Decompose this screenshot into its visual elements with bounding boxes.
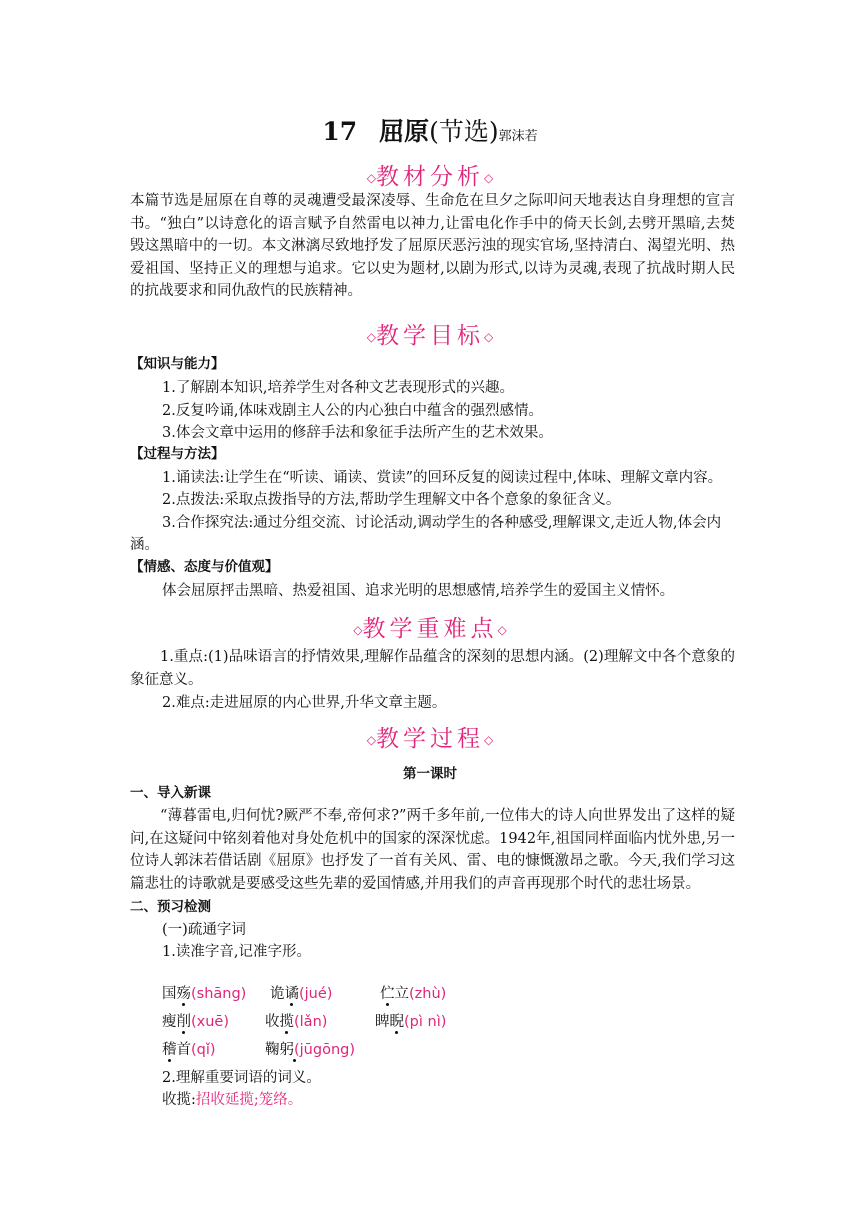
step1-heading: 一、导入新课 <box>130 785 211 801</box>
pinyin: (pì nì) <box>404 1014 447 1030</box>
pinyin: (shāng) <box>191 986 247 1002</box>
vocab-word: 国殇(shāng) <box>162 986 247 1002</box>
lesson-period: 第一课时 <box>403 766 457 782</box>
method-item-3-cont: 涵。 <box>130 537 159 553</box>
diamond-icon: ◇ <box>353 623 363 637</box>
lesson-number: 17 <box>322 117 358 146</box>
vocab-word: 稽首(qǐ) <box>162 1042 216 1058</box>
method-item-1: 1.诵读法:让学生在“听读、诵读、赏读”的回环反复的阅读过程中,体味、理解文章内容。 <box>162 470 723 486</box>
key-point-2: 2.难点:走进屈原的内心世界,升华文章主题。 <box>162 695 447 711</box>
method-item-3: 3.合作探究法:通过分组交流、讨论活动,调动学生的各种感受,理解课文,走近人物,体会内 <box>162 515 722 531</box>
vocab-word: 鞠躬(jūgōng) <box>265 1042 356 1058</box>
vocab-word: 瘦削(xuē) <box>162 1014 230 1030</box>
lesson-name: 屈原 <box>379 117 430 146</box>
pinyin: (qǐ) <box>191 1042 216 1058</box>
diamond-icon: ◇ <box>484 171 494 185</box>
vocab-word: 收揽(lǎn) <box>265 1014 328 1030</box>
knowledge-item-3: 3.体会文章中运用的修辞手法和象征手法所产生的艺术效果。 <box>162 425 553 441</box>
emotion-item: 体会屈原抨击黑暗、热爱祖国、追求光明的思想感情,培养学生的爱国主义情怀。 <box>162 583 675 599</box>
lesson-excerpt-note: (节选) <box>429 117 499 146</box>
key-point-1: 1.重点:(1)品味语言的抒情效果,理解作品蕴含的深刻的思想内涵。(2)理解文中各个意象的象征意义。 <box>130 649 735 688</box>
section-heading-goals: ◇教学目标◇ <box>366 323 494 349</box>
pinyin: (jūgōng) <box>294 1042 356 1058</box>
definition-term: 收揽: <box>162 1092 196 1108</box>
emotion-heading: 【情感、态度与价值观】 <box>130 559 279 575</box>
section-heading-key-points: ◇教学重难点◇ <box>353 616 507 642</box>
vocab-word: 睥睨(pì nì) <box>375 1014 447 1030</box>
knowledge-heading: 【知识与能力】 <box>130 356 225 372</box>
diamond-icon: ◇ <box>366 171 376 185</box>
pinyin: (lǎn) <box>294 1014 328 1030</box>
pinyin: (zhù) <box>409 986 447 1002</box>
definition-line <box>162 1090 302 1110</box>
diamond-icon: ◇ <box>484 733 494 747</box>
diamond-icon: ◇ <box>366 733 376 747</box>
pinyin: (xuē) <box>191 1014 230 1030</box>
sub-heading-vocab: (一)疏通字词 <box>162 922 246 938</box>
analysis-paragraph: 本篇节选是屈原在自尊的灵魂遭受最深凌辱、生命危在旦夕之际叩问天地表达自身理想的宣言书。“独白”以诗意化的语言赋予自然雷电以神力,让雷电化作手中的倚天长剑,去劈开黑暗,去焚毁这黑暗中的一切。本文淋漓尽致地抒发了屈原厌恶污浊的现实官场,坚持清白、渴望光明、热爱祖国、坚持正义的理想与追求。它以史为题材,以剧为形式,以诗为灵魂,表现了抗战时期人民的抗战要求和同仇敌忾的民族精神。 <box>130 193 735 299</box>
pinyin: (jué) <box>299 986 333 1002</box>
knowledge-item-1: 1.了解剧本知识,培养学生对各种文艺表现形式的兴趣。 <box>162 380 514 396</box>
diamond-icon: ◇ <box>497 623 507 637</box>
vocab-word: 伫立(zhù) <box>380 986 447 1002</box>
vocab-item-2: 2.理解重要词语的词义。 <box>162 1070 321 1086</box>
method-item-2: 2.点拨法:采取点拨指导的方法,帮助学生理解文中各个意象的象征含义。 <box>162 492 621 508</box>
diamond-icon: ◇ <box>484 330 494 344</box>
step1-paragraph: “薄暮雷电,归何忧?厥严不奉,帝何求?”两千多年前,一位伟大的诗人向世界发出了这样的疑问,在这疑问中铭刻着他对身处危机中的国家的深深忧虑。1942年,祖国同样面临内忧外患,另一位诗人郭沫若借话剧《屈原》也抒发了一首有关风、雷、电的慷慨激昂之歌。今天,我们学习这篇悲壮的诗歌就是要感受这些先辈的爱国情感,并用我们的声音再现那个时代的悲壮场景。 <box>130 808 735 892</box>
vocab-word: 诡谲(jué) <box>270 986 333 1002</box>
lesson-author: 郭沫若 <box>498 129 538 144</box>
definition-answer: 招收延揽;笼络。 <box>195 1092 303 1108</box>
section-heading-analysis: ◇教材分析◇ <box>366 164 494 190</box>
knowledge-item-2: 2.反复吟诵,体味戏剧主人公的内心独白中蕴含的强烈感情。 <box>162 403 543 419</box>
step2-heading: 二、预习检测 <box>130 899 211 915</box>
section-heading-process: ◇教学过程◇ <box>366 726 494 752</box>
vocab-item-1: 1.读准字音,记准字形。 <box>162 944 311 960</box>
lesson-title <box>0 112 860 148</box>
method-heading: 【过程与方法】 <box>130 446 225 462</box>
diamond-icon: ◇ <box>366 330 376 344</box>
